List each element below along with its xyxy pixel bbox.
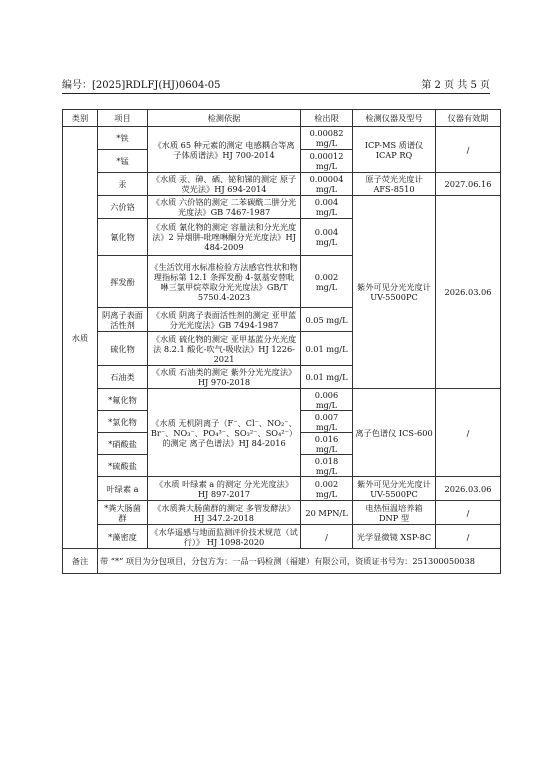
page-indicator: 第 2 页 共 5 页: [421, 80, 490, 91]
limit-cell: 20 MPN/L: [301, 501, 353, 525]
limit-cell: 0.01 mg/L: [301, 366, 353, 389]
instrument-cell: 电热恒温培养箱 DNP 型: [353, 501, 436, 525]
remark-label: 备注: [63, 549, 98, 574]
header-validity: 仪器有效期: [436, 110, 501, 127]
header-item: 项目: [98, 110, 148, 127]
method-cell: 《水质 氰化物的测定 容量法和分光光度法》2 异烟肼-吡唑啉酮分光光度法》HJ 484-2009: [148, 219, 301, 256]
method-cell: 《水质粪大肠菌群的测定 多管发酵法》HJ 347.2-2018: [148, 501, 301, 525]
limit-cell: 0.002 mg/L: [301, 477, 353, 501]
method-cell: 《水质 无机阴离子（F⁻、Cl⁻、NO₂⁻、Br⁻、NO₃⁻、PO₄³⁻、SO₃²⁻、SO₄²⁻）的测定 离子色谱法》HJ 84-2016: [148, 389, 301, 477]
method-cell: 《水质 硫化物的测定 亚甲基蓝分光光度法 8.2.1 酸化-吹气-吸收法》HJ 1226-2021: [148, 332, 301, 366]
header-category: 类别: [63, 110, 98, 127]
limit-cell: /: [301, 525, 353, 549]
limit-cell: 0.004 mg/L: [301, 219, 353, 256]
limit-cell: 0.00004 mg/L: [301, 173, 353, 196]
method-cell: 《水质 65 种元素的测定 电感耦合等离子体质谱法》HJ 700-2014: [148, 127, 301, 173]
method-cell: 《水质 汞、砷、硒、铋和锑的测定 原子荧光法》HJ 694-2014: [148, 173, 301, 196]
validity-cell: /: [436, 127, 501, 173]
validity-cell: 2027.06.16: [436, 173, 501, 196]
method-cell: 《水质 阴离子表面活性剂的测定 亚甲蓝分光光度法》GB 7494-1987: [148, 308, 301, 332]
limit-cell: 0.007 mg/L: [301, 411, 353, 433]
report-header: [62, 80, 490, 94]
limit-cell: 0.004 mg/L: [301, 196, 353, 219]
limit-cell: 0.016 mg/L: [301, 433, 353, 455]
item-cell: *氯化物: [98, 411, 148, 433]
instrument-cell: 紫外可见分光光度计 UV-5500PC: [353, 196, 436, 389]
limit-cell: 0.01 mg/L: [301, 332, 353, 366]
limit-cell: 0.002 mg/L: [301, 256, 353, 308]
table-row: [63, 196, 501, 219]
validity-cell: /: [436, 525, 501, 549]
table-row: [63, 501, 501, 525]
item-cell: *粪大肠菌群: [98, 501, 148, 525]
item-cell: 石油类: [98, 366, 148, 389]
instrument-cell: 原子荧光光度计 AFS-8510: [353, 173, 436, 196]
item-cell: *锰: [98, 150, 148, 173]
item-cell: *藻密度: [98, 525, 148, 549]
limit-cell: 0.018 mg/L: [301, 455, 353, 477]
method-cell: 《水质 六价铬的测定 二苯碳酰二肼分光光度法》GB 7467-1987: [148, 196, 301, 219]
validity-cell: /: [436, 389, 501, 477]
instrument-cell: 离子色谱仪 ICS-600: [353, 389, 436, 477]
limit-cell: 0.006 mg/L: [301, 389, 353, 411]
item-cell: 叶绿素 a: [98, 477, 148, 501]
table-row: [63, 127, 501, 150]
validity-cell: 2026.03.06: [436, 477, 501, 501]
table-row: [63, 389, 501, 411]
category-cell: 水质: [63, 127, 98, 549]
table-header-row: [63, 110, 501, 127]
table-row: [63, 477, 501, 501]
remark-text: 带 “*” 项目为分包项目，分包方为：一品一码检测（福建）有限公司，资质证书号为：251300050038: [98, 549, 501, 574]
validity-cell: /: [436, 501, 501, 525]
header-limit: 检出限: [301, 110, 353, 127]
table-row: [63, 525, 501, 549]
limit-cell: 0.00012 mg/L: [301, 150, 353, 173]
item-cell: *硝酸盐: [98, 433, 148, 455]
report-number: 编号：[2025]RDLFJ(HJ)0604-05: [62, 80, 221, 91]
test-method-table: [62, 109, 501, 574]
validity-cell: 2026.03.06: [436, 196, 501, 389]
item-cell: 阴离子表面活性剂: [98, 308, 148, 332]
instrument-cell: 紫外可见分光光度计 UV-5500PC: [353, 477, 436, 501]
instrument-cell: 光学显微镜 XSP-8C: [353, 525, 436, 549]
header-instrument: 检测仪器及型号: [353, 110, 436, 127]
item-cell: *铁: [98, 127, 148, 150]
table-row: [63, 173, 501, 196]
item-cell: 六价铬: [98, 196, 148, 219]
method-cell: 《水质 石油类的测定 紫外分光光度法》HJ 970-2018: [148, 366, 301, 389]
item-cell: 氰化物: [98, 219, 148, 256]
limit-cell: 0.00082 mg/L: [301, 127, 353, 150]
remark-row: [63, 549, 501, 574]
item-cell: 汞: [98, 173, 148, 196]
instrument-cell: ICP-MS 质谱仪 ICAP RQ: [353, 127, 436, 173]
header-method: 检测依据: [148, 110, 301, 127]
method-cell: 《生活饮用水标准检验方法感官性状和物理指标第 12.1 条挥发酚 4-氨基安替吡啉三氯甲烷萃取分光光度法》GB/T 5750.4-2023: [148, 256, 301, 308]
item-cell: 硫化物: [98, 332, 148, 366]
limit-cell: 0.05 mg/L: [301, 308, 353, 332]
item-cell: 挥发酚: [98, 256, 148, 308]
item-cell: *硫酸盐: [98, 455, 148, 477]
item-cell: *氟化物: [98, 389, 148, 411]
method-cell: 《水华遥感与地面监测评价技术规范（试行）》 HJ 1098-2020: [148, 525, 301, 549]
method-cell: 《水质 叶绿素 a 的测定 分光光度法》HJ 897-2017: [148, 477, 301, 501]
